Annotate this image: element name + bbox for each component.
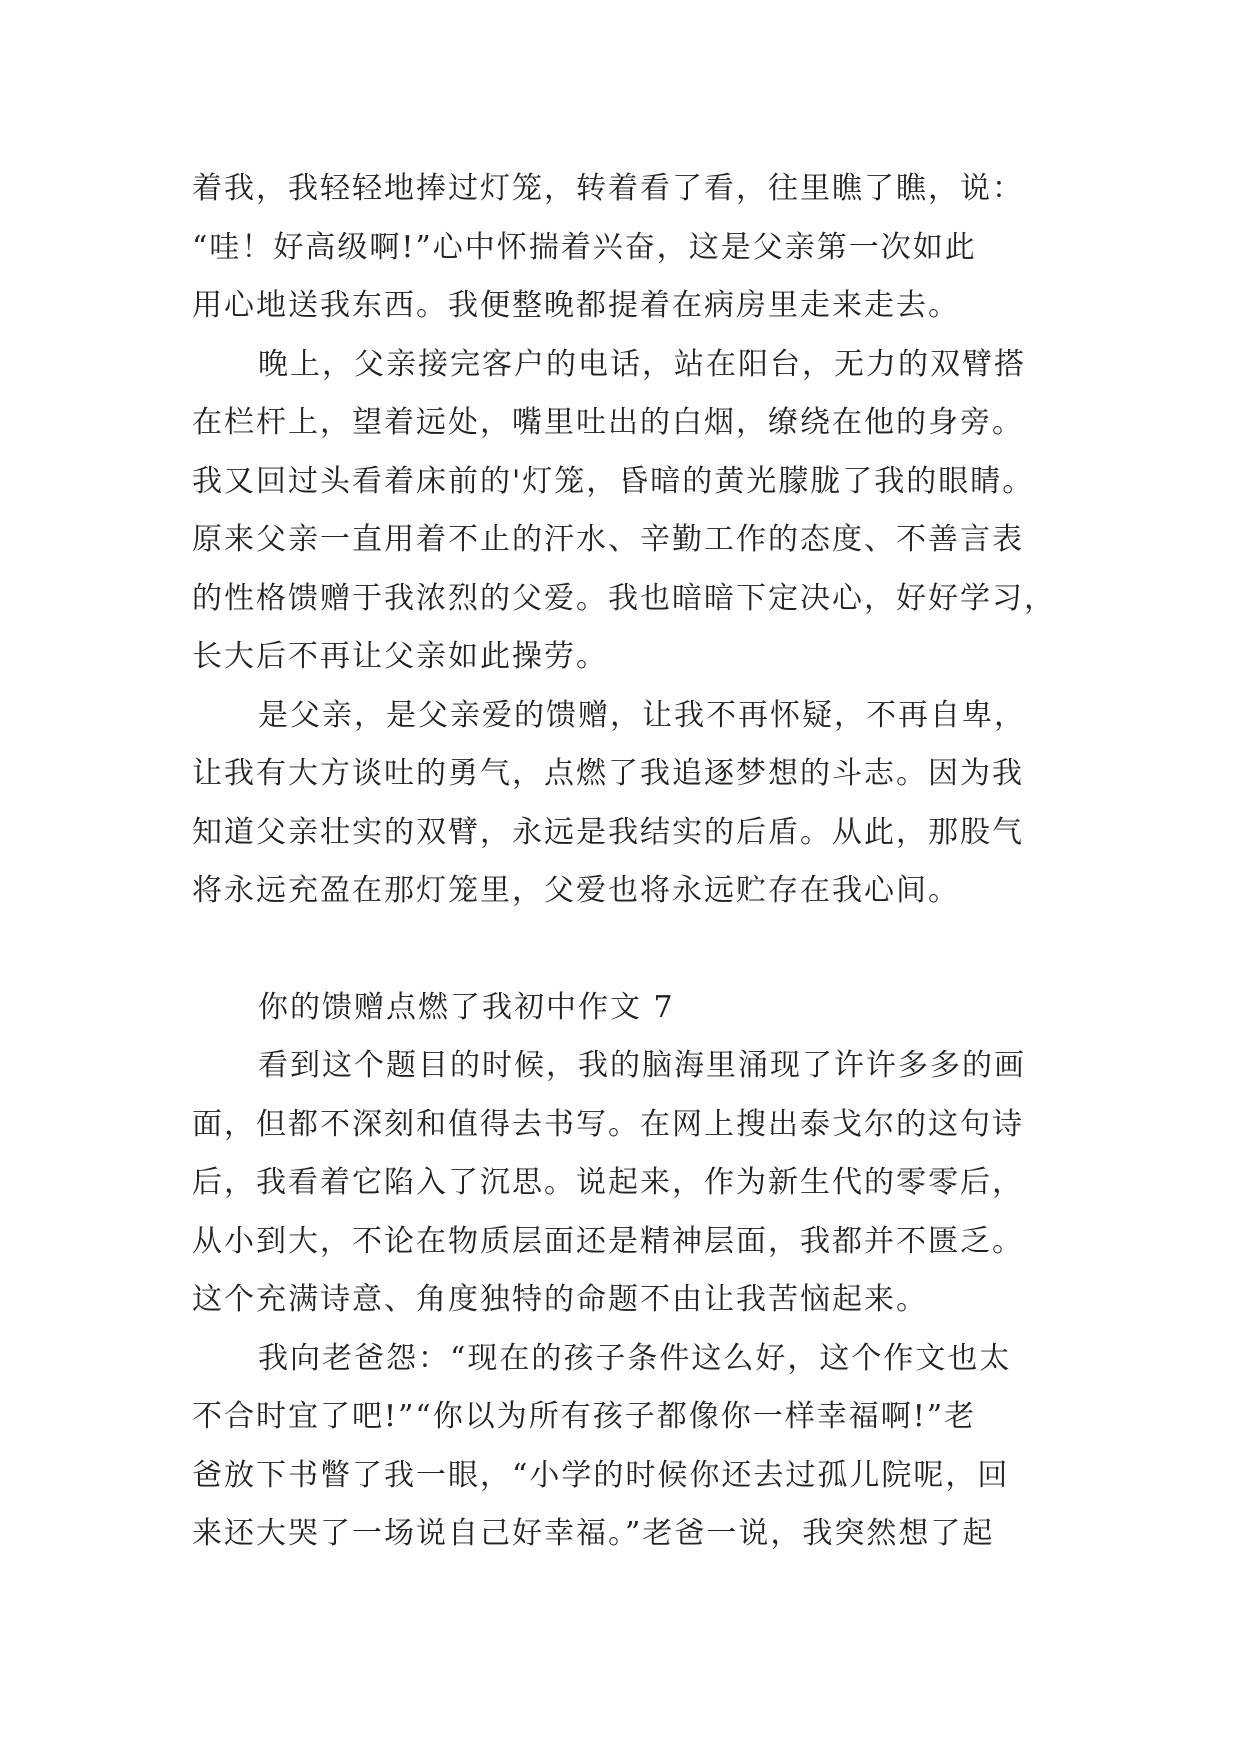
text-line: 爸放下书瞥了我一眼，“小学的时候你还去过孤儿院呢，回	[192, 1457, 1010, 1493]
text-line: “哇！好高级啊!”心中怀揣着兴奋，这是父亲第一次如此	[192, 229, 977, 265]
text-line: 的性格馈赠于我浓烈的父爱。我也暗暗下定决心，好好学习，	[192, 580, 1056, 616]
section-spacer	[192, 921, 1072, 979]
text-line: 后，我看着它陷入了沉思。说起来，作为新生代的零零后，	[192, 1165, 1024, 1200]
paragraph-start-line: 是父亲，是父亲爱的馈赠，让我不再怀疑，不再自卑，	[258, 697, 1026, 733]
text-line: 着我，我轻轻地捧过灯笼，转着看了看，往里瞧了瞧，说：	[192, 171, 1024, 206]
text-line: 面，但都不深刻和值得去书写。在网上搜出泰戈尔的这句诗	[192, 1106, 1024, 1142]
text-line: 这个充满诗意、角度独特的命题不由让我苦恼起来。	[192, 1282, 928, 1317]
paragraph-start-line: 我向老爸怨：“现在的孩子条件这么好，这个作文也太	[258, 1340, 1012, 1376]
text-line: 从小到大，不论在物质层面还是精神层面，我都并不匮乏。	[192, 1223, 1024, 1259]
text-line: 我又回过头看着床前的'灯笼，昏暗的黄光朦胧了我的眼睛。	[192, 463, 1035, 499]
paragraph-start-line: 看到这个题目的时候，我的脑海里涌现了许许多多的画	[258, 1048, 1026, 1083]
section-title: 你的馈赠点燃了我初中作文 7	[258, 989, 675, 1025]
text-line: 让我有大方谈吐的勇气，点燃了我追逐梦想的斗志。因为我	[192, 756, 1024, 791]
text-line: 将永远充盈在那灯笼里，父爱也将永远贮存在我心间。	[192, 873, 960, 908]
text-line: 来还大哭了一场说自己好幸福。”老爸一说，我突然想了起	[192, 1516, 995, 1551]
text-line: 原来父亲一直用着不止的汗水、辛勤工作的态度、不善言表	[192, 522, 1024, 557]
text-line: 用心地送我东西。我便整晚都提着在病房里走来走去。	[192, 288, 960, 323]
text-line: 不合时宜了吧!”“你以为所有孩子都像你一样幸福啊!”老	[192, 1399, 977, 1434]
text-line: 在栏杆上，望着远处，嘴里吐出的白烟，缭绕在他的身旁。	[192, 405, 1024, 440]
paragraph-start-line: 晚上，父亲接完客户的电话，站在阳台，无力的双臂搭	[258, 346, 1026, 382]
text-line: 知道父亲壮实的双臂，永远是我结实的后盾。从此，那股气	[192, 814, 1024, 850]
text-line: 长大后不再让父亲如此操劳。	[192, 639, 608, 674]
document-body	[192, 160, 1072, 1564]
